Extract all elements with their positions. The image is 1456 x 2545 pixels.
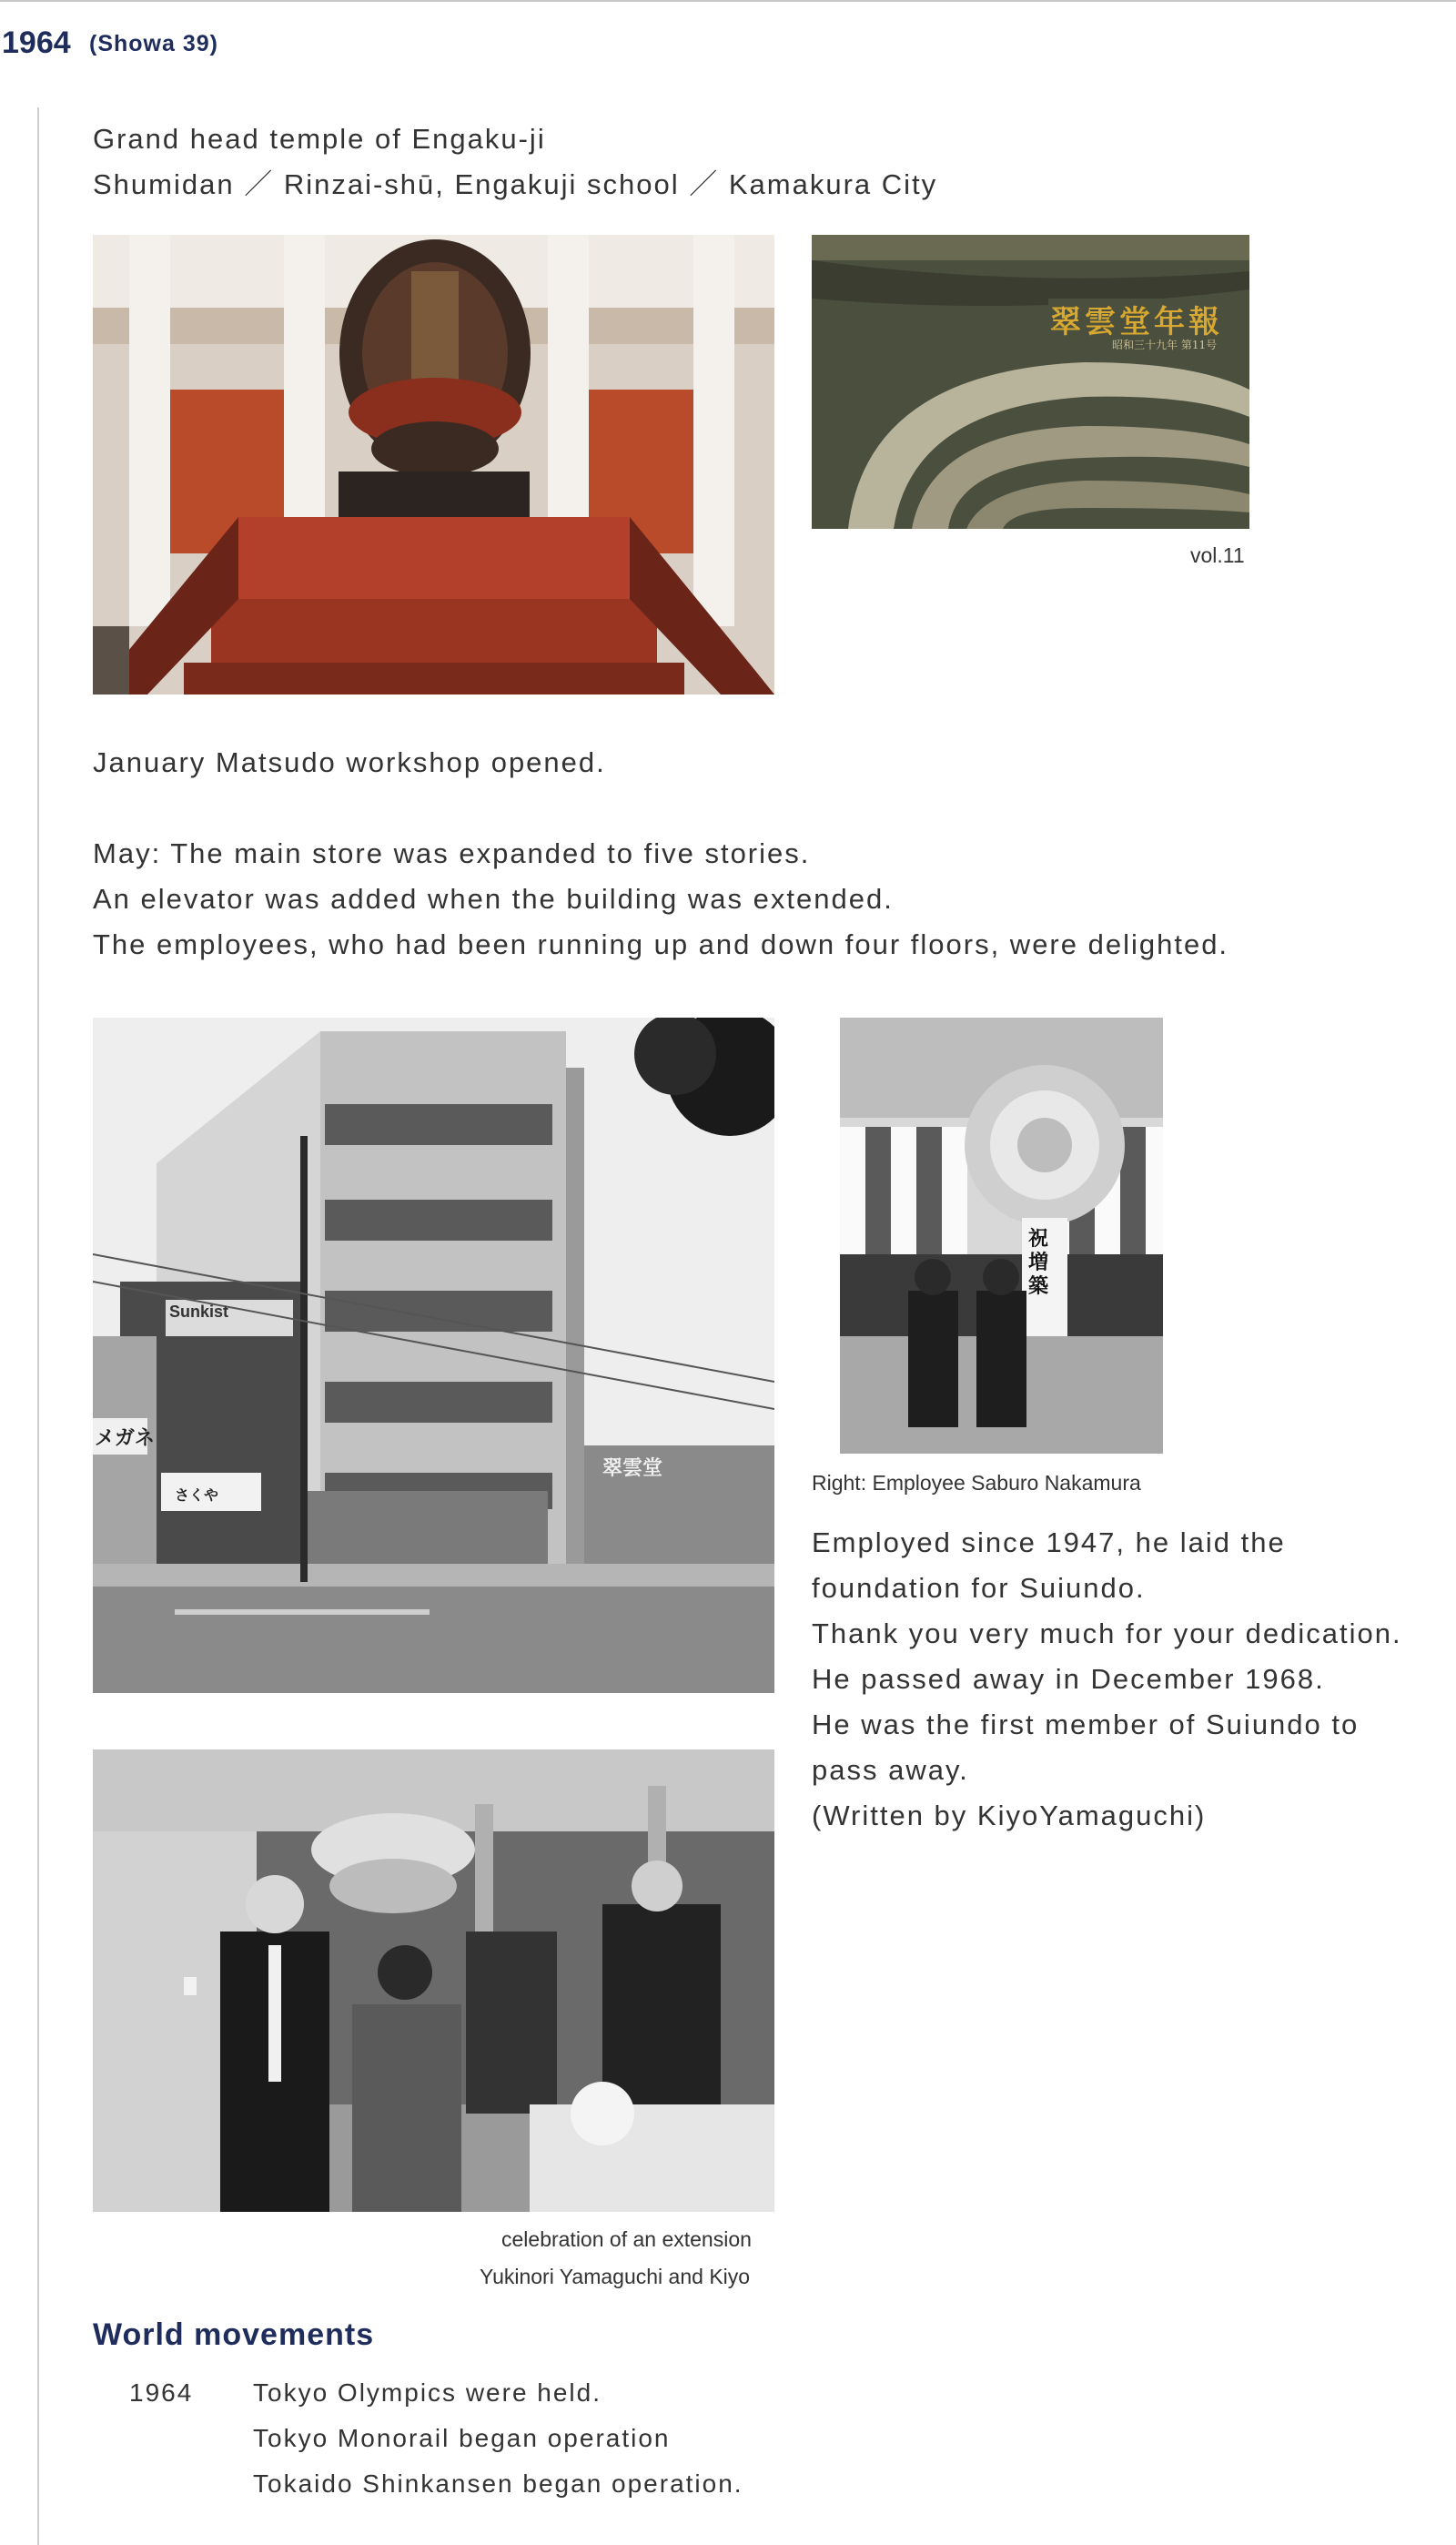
world-movement-item: Tokaido Shinkansen began operation. <box>253 2469 743 2498</box>
world-movement-item: Tokyo Olympics were held. <box>253 2378 602 2407</box>
cover-subtitle: 昭和三十九年 第11号 <box>1112 339 1218 351</box>
employee-bio-line-3: Thank you very much for your dedication. <box>812 1617 1402 1649</box>
top-divider <box>0 0 1456 2</box>
employee-bio-line-5: He was the first member of Suiundo to <box>812 1708 1360 1740</box>
employee-wreath-photo <box>840 1018 1163 1454</box>
employee-bio-line-4: He passed away in December 1968. <box>812 1663 1325 1695</box>
wreath-text: 祝 増築 <box>1028 1227 1049 1298</box>
may-event-line-2: An elevator was added when the building was extended. <box>93 883 894 915</box>
employee-bio-author: (Written by KiyoYamaguchi) <box>812 1800 1207 1831</box>
may-event-line-3: The employees, who had been running up and down four floors, were delighted. <box>93 928 1229 960</box>
year-heading: 1964 <box>2 25 71 60</box>
employee-bio-line-6: pass away. <box>812 1754 969 1786</box>
temple-altar-photo <box>93 235 774 695</box>
cover-title: 翠雲堂年報 <box>1050 304 1223 340</box>
magazine-caption: vol.11 <box>1190 543 1245 567</box>
may-event-line-1: May: The main store was expanded to five stories. <box>93 837 811 869</box>
era-label: (Showa 39) <box>89 31 218 56</box>
sign-sunkist: Sunkist <box>169 1303 229 1321</box>
timeline-line <box>37 107 39 2545</box>
temple-line-2: Shumidan ／ Rinzai-shū, Engakuji school ／ Kamakura City <box>93 168 938 200</box>
employee-caption: Right: Employee Saburo Nakamura <box>812 1471 1141 1495</box>
employee-bio-line-1: Employed since 1947, he laid the <box>812 1526 1286 1558</box>
celebration-caption-line-1: celebration of an extension <box>501 2227 752 2251</box>
temple-line-1: Grand head temple of Engaku-ji <box>93 123 546 155</box>
sign-megane: メガネ <box>95 1426 156 1449</box>
world-movement-item: Tokyo Monorail began operation <box>253 2424 671 2452</box>
main-store-building-photo <box>93 1018 774 1693</box>
january-event: January Matsudo workshop opened. <box>93 746 606 778</box>
employee-bio-line-2: foundation for Suiundo. <box>812 1572 1146 1604</box>
sign-kuriya: さくや <box>175 1488 219 1504</box>
annual-report-cover <box>812 235 1249 529</box>
celebration-caption-line-2: Yukinori Yamaguchi and Kiyo <box>480 2265 751 2288</box>
world-movements-title: World movements <box>93 2317 375 2352</box>
celebration-photo <box>93 1749 774 2212</box>
sign-suiundo: 翠雲堂 <box>602 1456 663 1479</box>
world-movements-year: 1964 <box>129 2378 194 2407</box>
